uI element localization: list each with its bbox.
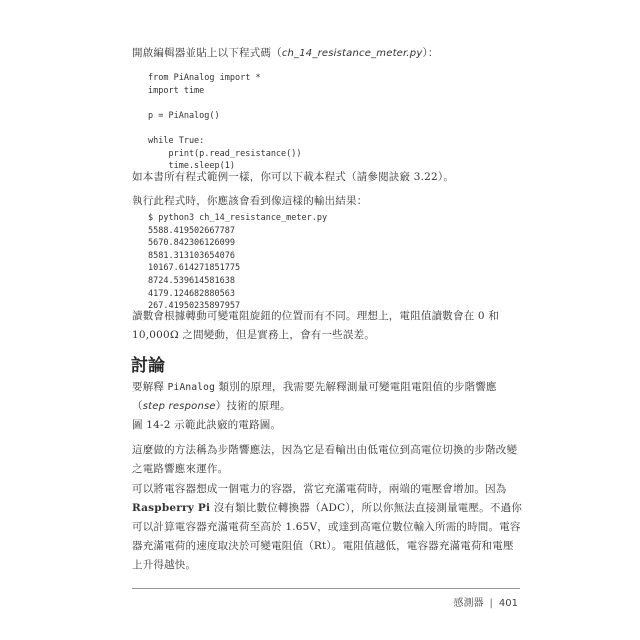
intro-text: 開啟編輯器並貼上以下程式碼（: [132, 47, 282, 59]
discussion-paragraph-3: 這麼做的方法稱為步階響應法，因為它是看輸出由低電位到高電位切換的步階改變之電路響應來運作。: [132, 444, 518, 475]
code-line: p = PiAnalog(): [148, 110, 220, 121]
text: 類別的原理，我需要先解釋測量可變電阻電阻值的步階響應（: [132, 381, 497, 412]
product-name: Raspberry Pi: [132, 502, 211, 514]
code-line: print(p.read_resistance()): [148, 148, 302, 159]
code-line: [148, 122, 302, 135]
class-name: PiAnalog: [167, 382, 215, 393]
reading-note: 讀數會根據轉動可變電阻旋鈕的位置而有不同。理想上，電阻值讀數會在 0 和 10,000Ω 之間變動，但是實務上，會有一些誤差。: [132, 310, 500, 341]
output-line: 8724.539614581638: [148, 275, 235, 286]
output-line: 10167.614271851775: [148, 263, 241, 274]
output-line: 5588.419502667787: [148, 225, 235, 236]
text: 可以將電容器想成一個電力的容器，當它充滿電荷時，兩端的電壓會增加。因為: [132, 483, 507, 495]
text: 沒有類比數位轉換器（ADC），所以你無法直接測量電壓。不過你可以計算電容器充滿電荷至高於 1.65V，或達到高電位數位輸入所需的時間。電容器充滿電荷的速度取決於可變電阻值（Rt）。電阻值越低，電容器充滿電荷和電壓上升得越快。: [132, 502, 522, 571]
footer-separator: |: [489, 598, 493, 609]
term: step response: [142, 401, 216, 412]
intro-paragraph: [132, 44, 522, 63]
output-line: $ python3 ch_14_resistance_meter.py: [148, 213, 328, 223]
intro-text-suffix: ）：: [422, 47, 439, 59]
page-footer: [454, 594, 518, 609]
code-line: while True:: [148, 135, 205, 146]
footer-divider: [132, 588, 520, 589]
code-line: import time: [148, 85, 205, 96]
discussion-paragraph-4: [132, 480, 522, 575]
text: 要解釋: [132, 381, 168, 393]
code-line: [148, 97, 302, 110]
discussion-paragraph-1: [132, 378, 522, 416]
section-heading: 討論: [131, 356, 165, 376]
output-line: 8581.313103654076: [148, 250, 235, 261]
output-line: 267.41950235897957: [148, 301, 241, 312]
code-line: time.sleep(1): [148, 161, 235, 172]
download-note: 如本書所有程式範例一樣，你可以下載本程式（請參閱訣竅 3.22）。: [132, 171, 455, 183]
output-line: 4179.124682880563: [148, 288, 235, 299]
code-listing: [148, 72, 302, 173]
discussion-paragraph-2: 圖 14-2 示範此訣竅的電路圖。: [132, 419, 282, 431]
output-listing: [148, 212, 327, 313]
page-number: 401: [498, 598, 518, 609]
text: ）技術的原理。: [215, 400, 291, 412]
code-line: from PiAnalog import *: [148, 73, 261, 83]
run-note: 執行此程式時，你應該會看到像這樣的輸出結果：: [132, 195, 368, 207]
output-line: 5670.842306126099: [148, 238, 235, 249]
chapter-title: 感測器: [453, 598, 484, 609]
filename: ch_14_resistance_meter.py: [281, 48, 423, 59]
